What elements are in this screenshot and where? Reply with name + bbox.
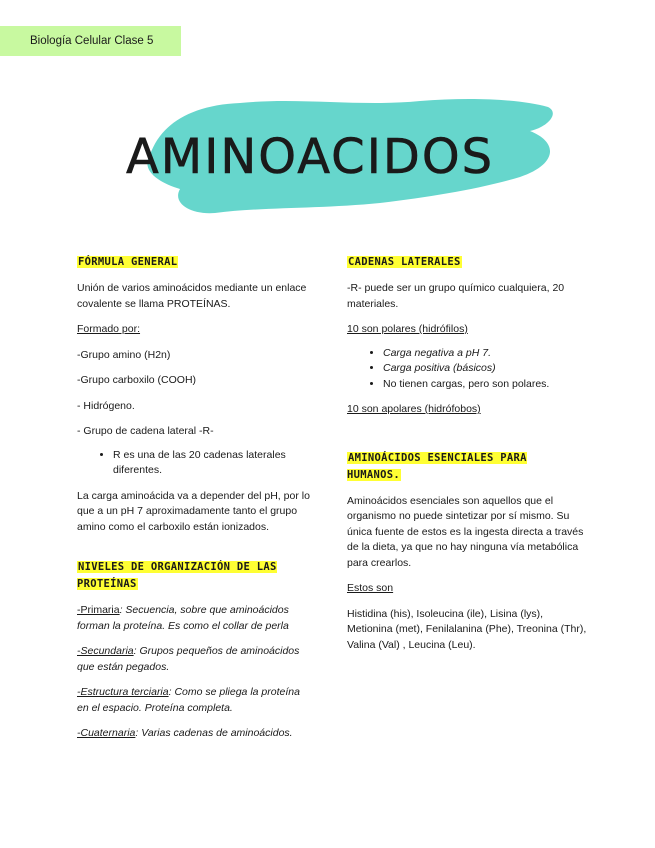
item-carboxilo: -Grupo carboxilo (COOH) (77, 374, 197, 386)
list-item: • Carga positiva (básicos) (383, 361, 587, 377)
heading-cadenas: CADENAS LATERALES (348, 256, 461, 268)
polares-label: 10 son polares (hidrófilos) (347, 323, 468, 335)
heading-formula: FÓRMULA GENERAL (78, 256, 178, 268)
estos-label: Estos son (347, 582, 394, 594)
title-banner (0, 85, 655, 225)
carga-text: La carga aminoácida va a depender del pH, por lo que a un pH 7 aproximadamente tanto el grupo amino como el carboxilo están ionizados. (77, 489, 310, 533)
nivel-term: -Primaria (77, 604, 120, 616)
cadenas-text: -R- puede ser un grupo químico cualquiera, 20 materiales. (347, 282, 565, 310)
aminoacid-list: Histidina (his), Isoleucina (ile), Lisina (lys), Metionina (met), Fenilalanina (Phe), Treonina (Thr), Valina (Val) , Leucina (Leu). (347, 607, 587, 651)
formado-label: Formado por: (77, 323, 141, 335)
esenciales-text: Aminoácidos esenciales son aquellos que el organismo no puede sintetizar por sí mismo. Su única fuente de estos es la ingesta directa a través de la dieta, ya que no hay ninguna vía metabólica para crearlos. (347, 494, 584, 569)
nivel-term: -Secundaria (77, 645, 134, 657)
nivel-desc: : Secuencia, sobre que aminoácidos forman la proteína. Es como el collar de perla (77, 604, 289, 632)
right-column (347, 254, 587, 663)
nivel-term: -Cuaternaria (77, 727, 136, 739)
list-item: • No tienen cargas, pero son polares. (383, 377, 587, 393)
nivel-cuaternaria (77, 726, 313, 742)
formula-text: Unión de varios aminoácidos mediante un enlace covalente se llama PROTEÍNAS. (77, 282, 307, 310)
class-tag: Biología Celular Clase 5 (0, 26, 181, 56)
nivel-desc: : Varias cadenas de aminoácidos. (135, 727, 293, 739)
page-title: AMINOACIDOS (125, 129, 495, 185)
item-hidrogeno: - Hidrógeno. (77, 399, 135, 412)
heading-niveles: NIVELES DE ORGANIZACIÓN DE LAS PROTEÍNAS (77, 561, 277, 590)
nivel-primaria (77, 603, 313, 634)
item-amino: -Grupo amino (H2n) (77, 348, 171, 361)
nivel-desc: : Como se pliega la proteína en el espacio. Proteína completa. (77, 686, 300, 714)
left-column (77, 254, 313, 752)
polares-list (347, 346, 587, 393)
nivel-term: -Estructura terciaria (77, 686, 169, 698)
item-cadena: - Grupo de cadena lateral -R- (77, 425, 214, 437)
nivel-secundaria (77, 644, 313, 675)
list-item: • Carga negativa a pH 7. (383, 346, 587, 362)
cadena-list (77, 448, 313, 479)
nivel-desc: : Grupos pequeños de aminoácidos que están pegados. (77, 645, 300, 673)
nivel-terciaria (77, 685, 313, 716)
list-item: • R es una de las 20 cadenas laterales diferentes. (113, 448, 313, 479)
apolares-label: 10 son apolares (hidrófobos) (347, 403, 481, 415)
heading-esenciales: AMINOÁCIDOS ESENCIALES PARA HUMANOS. (347, 451, 527, 481)
